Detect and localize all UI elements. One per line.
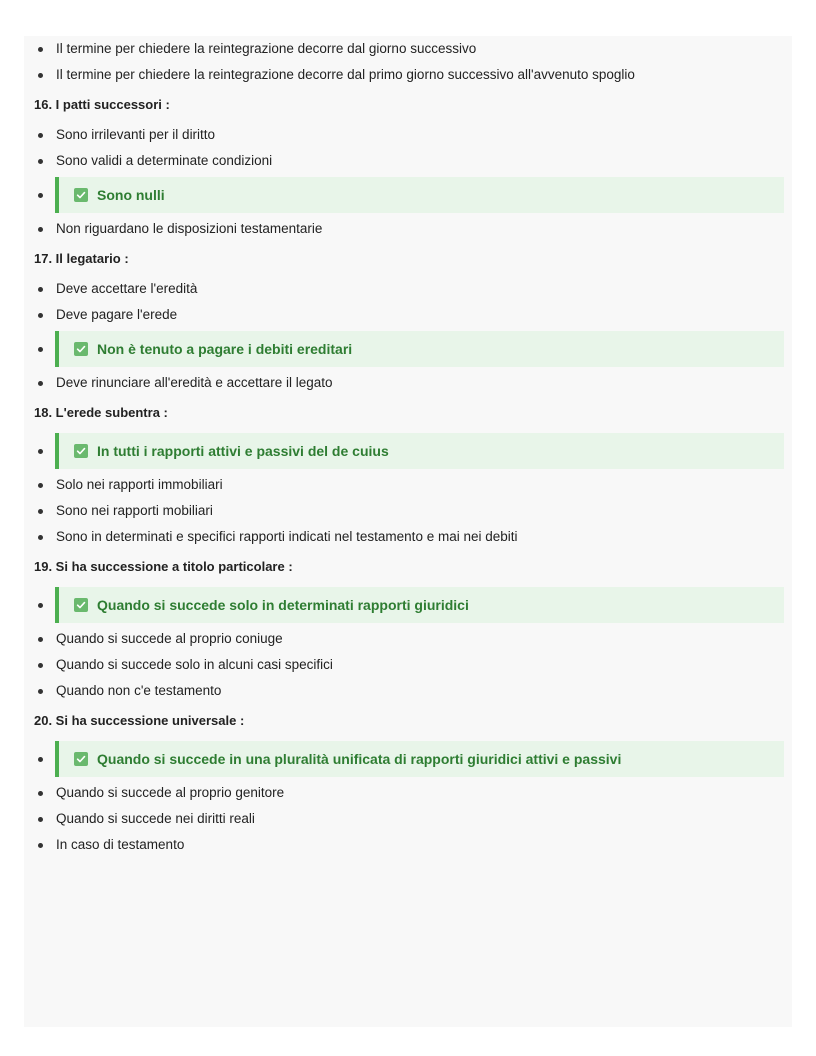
bullet-icon	[38, 47, 43, 52]
answer-text: Quando si succede al proprio genitore	[56, 785, 285, 800]
answer-text: Deve pagare l'erede	[56, 307, 178, 322]
bullet-icon	[38, 791, 43, 796]
question-title: 16. I patti successori :	[34, 97, 170, 112]
answer-option	[24, 276, 792, 302]
check-box-icon	[74, 598, 88, 612]
bullet-icon	[38, 347, 43, 352]
answer-text: Deve rinunciare all'eredità e accettare il legato	[56, 375, 333, 390]
answer-text: Non riguardano le disposizioni testamentarie	[56, 221, 323, 236]
correct-answer-item	[24, 741, 792, 777]
bullet-icon	[38, 159, 43, 164]
correct-answer-highlight	[55, 177, 784, 213]
bullet-icon	[38, 637, 43, 642]
question-title: 20. Si ha successione universale :	[34, 713, 245, 728]
answer-option	[24, 216, 792, 242]
question-title: 19. Si ha successione a titolo particolare :	[34, 559, 293, 574]
correct-answer-highlight	[55, 433, 784, 469]
answer-text: Il termine per chiedere la reintegrazione decorre dal primo giorno successivo all'avvenuto spoglio	[56, 67, 635, 82]
answer-option	[24, 370, 792, 396]
bullet-icon	[38, 509, 43, 514]
bullet-icon	[38, 843, 43, 848]
document-page	[24, 36, 792, 1027]
bullet-icon	[38, 603, 43, 608]
answer-text: In caso di testamento	[56, 837, 185, 852]
correct-answer-highlight	[55, 587, 784, 623]
answer-text: Sono validi a determinate condizioni	[56, 153, 273, 168]
correct-answer-item	[24, 433, 792, 469]
check-box-icon	[74, 752, 88, 766]
correct-answer-item	[24, 177, 792, 213]
bullet-icon	[38, 133, 43, 138]
answer-list	[24, 122, 792, 242]
answer-option	[24, 148, 792, 174]
question-title: 18. L'erede subentra :	[34, 405, 168, 420]
correct-answer-highlight	[55, 331, 784, 367]
bullet-icon	[38, 193, 43, 198]
answer-text: Sono irrilevanti per il diritto	[56, 127, 216, 142]
bullet-icon	[38, 663, 43, 668]
answer-option	[24, 652, 792, 678]
bullet-icon	[38, 817, 43, 822]
answer-text: Solo nei rapporti immobiliari	[56, 477, 223, 492]
bullet-icon	[38, 449, 43, 454]
correct-answer-item	[24, 331, 792, 367]
bullet-icon	[38, 73, 43, 78]
answer-option	[24, 626, 792, 652]
answer-option	[24, 524, 792, 550]
answer-option	[24, 472, 792, 498]
answer-option	[24, 122, 792, 148]
bullet-icon	[38, 227, 43, 232]
answer-text: Quando si succede solo in alcuni casi specifici	[56, 657, 333, 672]
answer-text: Sono nei rapporti mobiliari	[56, 503, 213, 518]
answer-list	[24, 741, 792, 858]
previous-question-options	[24, 36, 792, 88]
answer-text: Il termine per chiedere la reintegrazione decorre dal giorno successivo	[56, 41, 477, 56]
check-box-icon	[74, 188, 88, 202]
answer-list	[24, 433, 792, 550]
answer-option	[24, 36, 792, 62]
answer-option	[24, 62, 792, 88]
bullet-icon	[38, 381, 43, 386]
correct-answer-text: Quando si succede in una pluralità unificata di rapporti giuridici attivi e passivi	[97, 751, 622, 767]
correct-answer-text: Quando si succede solo in determinati rapporti giuridici	[97, 597, 469, 613]
bullet-icon	[38, 757, 43, 762]
answer-option	[24, 780, 792, 806]
answer-option	[24, 302, 792, 328]
bullet-icon	[38, 535, 43, 540]
bullet-icon	[38, 287, 43, 292]
answer-option	[24, 498, 792, 524]
answer-option	[24, 806, 792, 832]
answer-option	[24, 678, 792, 704]
check-box-icon	[74, 342, 88, 356]
correct-answer-highlight	[55, 741, 784, 777]
answer-option	[24, 832, 792, 858]
check-box-icon	[74, 444, 88, 458]
correct-answer-text: Non è tenuto a pagare i debiti ereditari	[97, 341, 353, 357]
bullet-icon	[38, 483, 43, 488]
question-title: 17. Il legatario :	[34, 251, 129, 266]
answer-list	[24, 276, 792, 396]
quiz-content	[24, 36, 792, 858]
answer-text: Quando si succede nei diritti reali	[56, 811, 255, 826]
answer-text: Quando si succede al proprio coniuge	[56, 631, 283, 646]
answer-text: Sono in determinati e specifici rapporti indicati nel testamento e mai nei debiti	[56, 529, 518, 544]
answer-text: Quando non c'e testamento	[56, 683, 222, 698]
bullet-icon	[38, 313, 43, 318]
correct-answer-item	[24, 587, 792, 623]
correct-answer-text: Sono nulli	[97, 187, 165, 203]
answer-list	[24, 587, 792, 704]
answer-text: Deve accettare l'eredità	[56, 281, 198, 296]
correct-answer-text: In tutti i rapporti attivi e passivi del de cuius	[97, 443, 389, 459]
bullet-icon	[38, 689, 43, 694]
